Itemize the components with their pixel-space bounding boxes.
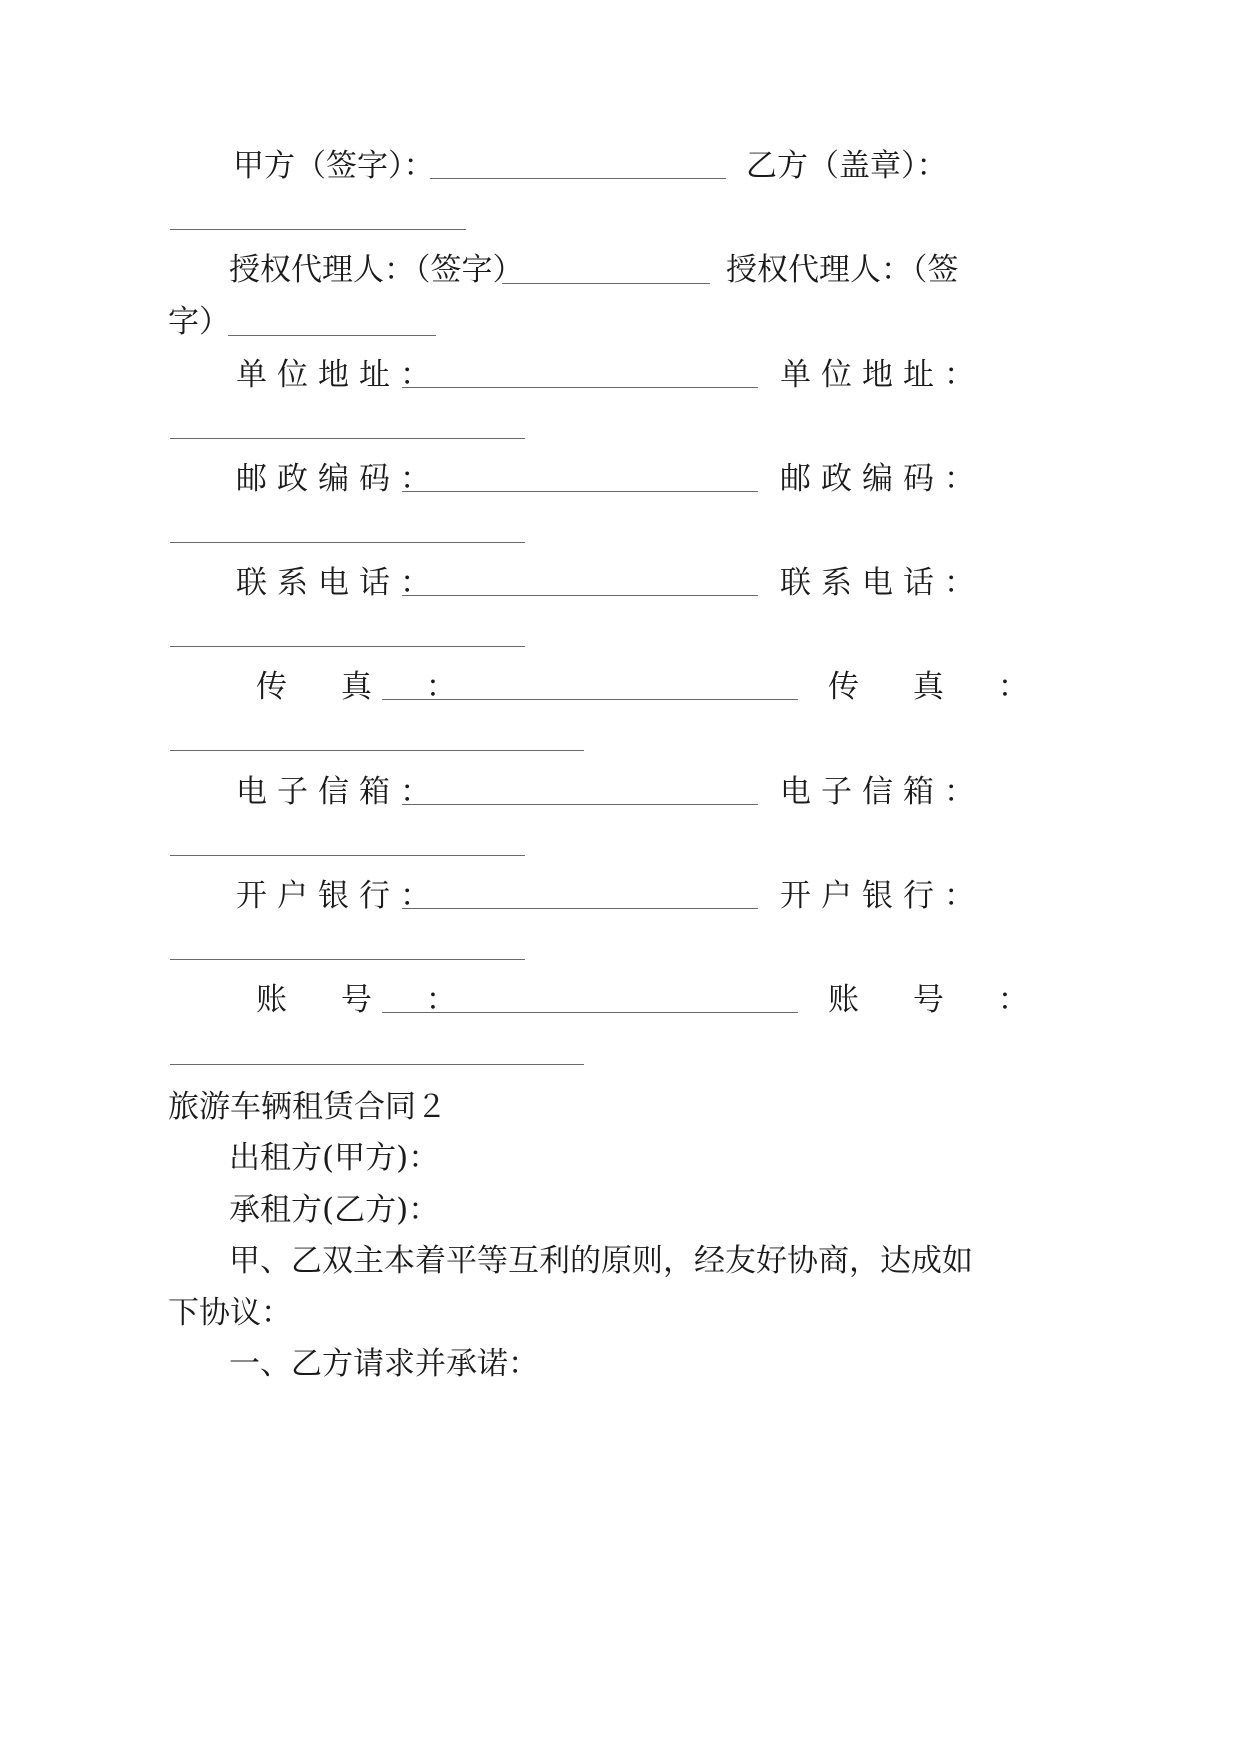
party-a-sign-label: 甲方（签字）： — [233, 148, 435, 184]
agent-b-label: 授权代理人：（签 — [726, 252, 959, 288]
phone-blank-b[interactable] — [170, 646, 525, 647]
address-label-b: 单位地址： — [780, 357, 985, 393]
email-label-a: 电子信箱： — [236, 774, 441, 810]
email-blank-a[interactable] — [402, 804, 758, 805]
bank-blank-b[interactable] — [170, 959, 525, 960]
party-b-seal-label: 乙方（盖章）： — [746, 148, 948, 184]
email-blank-b[interactable] — [170, 855, 525, 856]
account-label-b: 账 号 ： — [828, 982, 1051, 1018]
bank-label-a: 开户银行： — [236, 878, 441, 914]
intro-line-1: 甲、乙双主本着平等互利的原则，经友好协商，达成如 — [229, 1243, 973, 1279]
account-label-a: 账 号 ： — [256, 982, 479, 1018]
contract-title: 旅游车辆租赁合同２ — [168, 1089, 447, 1125]
postcode-label-b: 邮政编码： — [780, 461, 985, 497]
fax-blank-a[interactable] — [382, 699, 798, 700]
bank-blank-a[interactable] — [402, 908, 758, 909]
intro-line-2: 下协议： — [168, 1295, 292, 1331]
address-blank-a[interactable] — [402, 387, 758, 388]
phone-label-b: 联系电话： — [780, 565, 985, 601]
agent-a-label: 授权代理人：（签字） — [229, 252, 524, 288]
bank-label-b: 开户银行： — [780, 878, 985, 914]
email-label-b: 电子信箱： — [780, 774, 985, 810]
fax-label-b: 传 真 ： — [828, 669, 1051, 705]
fax-blank-b[interactable] — [170, 750, 584, 751]
postcode-blank-b[interactable] — [170, 542, 525, 543]
agent-a-blank[interactable] — [502, 283, 710, 284]
postcode-blank-a[interactable] — [402, 491, 758, 492]
fax-label-a: 传 真 ： — [256, 669, 479, 705]
party-a-sign-blank[interactable] — [430, 178, 726, 179]
lessee-line: 承租方(乙方)： — [229, 1192, 440, 1228]
party-b-seal-blank[interactable] — [170, 229, 466, 230]
account-blank-b[interactable] — [170, 1064, 584, 1065]
postcode-label-a: 邮政编码： — [236, 461, 441, 497]
section-1-heading: 一、乙方请求并承诺： — [229, 1346, 539, 1382]
phone-blank-a[interactable] — [402, 595, 758, 596]
address-blank-b[interactable] — [170, 438, 525, 439]
phone-label-a: 联系电话： — [236, 565, 441, 601]
lessor-line: 出租方(甲方)： — [229, 1140, 440, 1176]
agent-b-label-cont: 字） — [168, 304, 230, 340]
address-label-a: 单位地址： — [236, 357, 441, 393]
agent-b-blank[interactable] — [228, 335, 436, 336]
account-blank-a[interactable] — [382, 1012, 798, 1013]
